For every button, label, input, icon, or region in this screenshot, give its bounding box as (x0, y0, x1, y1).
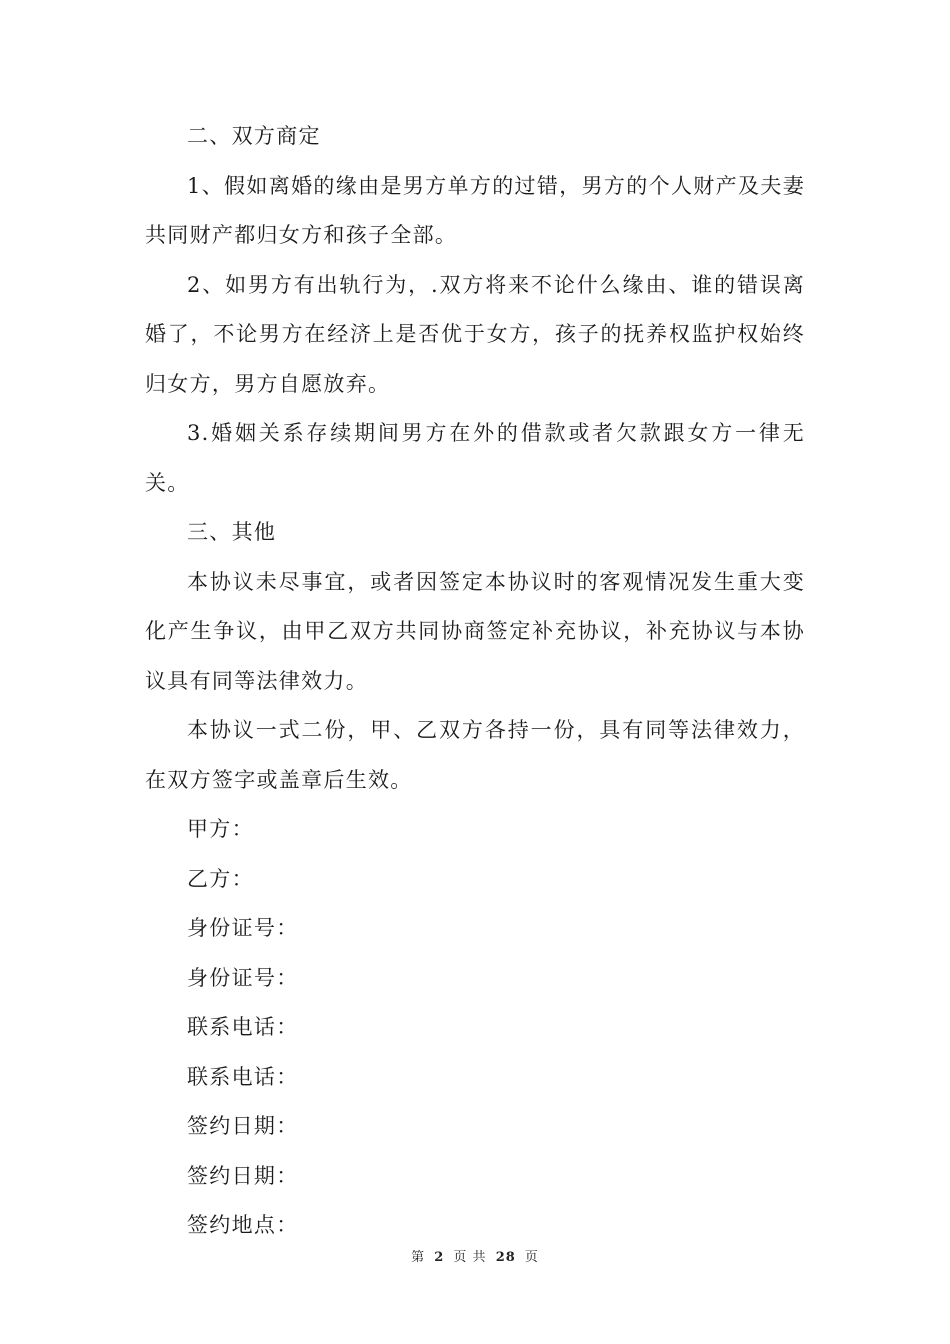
clause-1-fault-divorce: 1、假如离婚的缘由是男方单方的过错，男方的个人财产及夫妻共同财产都归女方和孩子全部。 (145, 173, 805, 247)
section-heading-mutual-agreement: 二、双方商定 (187, 124, 321, 148)
clause-copies-effectiveness: 本协议一式二份，甲、乙双方各持一份，具有同等法律效力，在双方签字或盖章后生效。 (145, 718, 805, 792)
clause-2-custody: 2、如男方有出轨行为，.双方将来不论什么缘由、谁的错误离婚了，不论男方在经济上是否优于女方，孩子的抚养权监护权始终归女方，男方自愿放弃。 (145, 272, 805, 396)
id-number-label: 身份证号： (187, 916, 299, 940)
total-page-count: 28 (495, 1250, 516, 1265)
phone-label: 联系电话： (187, 1015, 299, 1039)
document-body (145, 112, 805, 1251)
party-a-label: 甲方： (187, 817, 254, 841)
signing-date-label: 签约日期： (187, 1114, 299, 1138)
current-page-number: 2 (434, 1250, 445, 1265)
party-b-label: 乙方： (187, 866, 254, 891)
signing-date-label: 签约日期： (187, 1163, 299, 1188)
footer-middle: 页 共 (453, 1250, 487, 1265)
footer-suffix: 页 (524, 1250, 539, 1265)
clause-3-debts: 3.婚姻关系存续期间男方在外的借款或者欠款跟女方一律无关。 (145, 421, 805, 495)
phone-label: 联系电话： (187, 1064, 299, 1089)
signing-location-label: 签约地点： (187, 1213, 299, 1237)
clause-supplementary-agreement: 本协议未尽事宜，或者因签定本协议时的客观情况发生重大变化产生争议，由甲乙双方共同协商签定补充协议，补充协议与本协议具有同等法律效力。 (145, 569, 805, 693)
page-footer (0, 1246, 950, 1265)
footer-prefix: 第 (411, 1250, 426, 1265)
section-heading-other: 三、其他 (187, 520, 277, 544)
id-number-label: 身份证号： (187, 965, 299, 990)
